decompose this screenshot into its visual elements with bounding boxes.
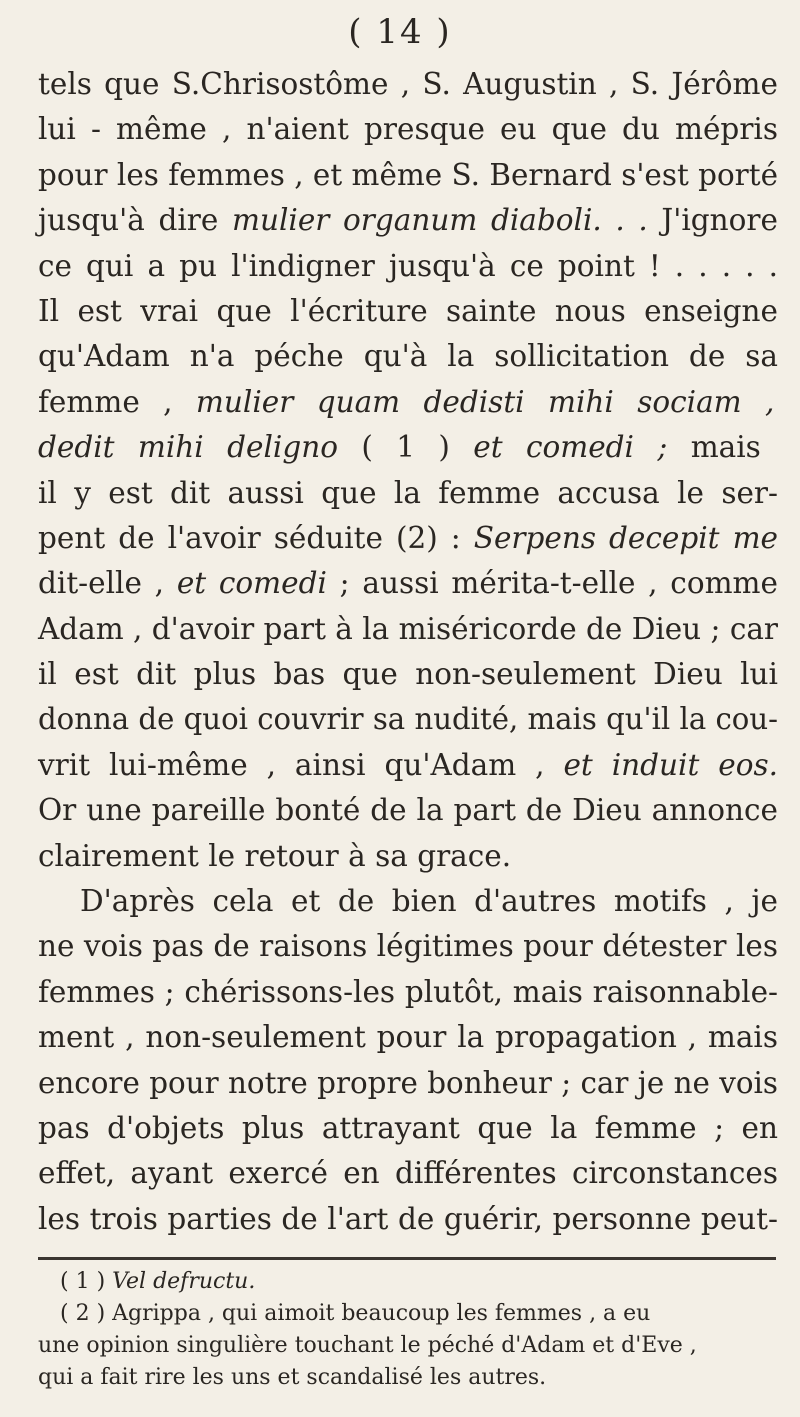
text-segment: vrit lui-même , ainsi qu'Adam ,	[38, 747, 564, 782]
text-segment: qu'Adam n'a péche qu'à la sollicitation de sa	[38, 339, 778, 374]
text-line	[38, 153, 778, 198]
latin-quote: mulier organum diaboli. . .	[232, 203, 648, 238]
text-segment: J'ignore	[647, 203, 778, 238]
text-line	[38, 198, 778, 243]
footnote-divider	[38, 1257, 776, 1260]
latin-quote: et induit eos.	[563, 747, 778, 782]
text-group	[38, 380, 774, 425]
text-segment: femme ,	[38, 384, 196, 419]
text-line	[38, 1151, 778, 1196]
text-segment: il y est dit aussi que la femme accusa le ser-	[38, 475, 778, 510]
footnotes	[38, 1266, 778, 1394]
text-line	[38, 1106, 778, 1151]
text-segment: ment , non-seulement pour la propagation , mais	[38, 1020, 778, 1055]
text-segment: les trois parties de l'art de guérir, personne peut-	[38, 1201, 778, 1236]
text-segment: ; aussi mérita-t-elle , comme	[326, 566, 778, 601]
text-segment: Il est vrai que l'écriture sainte nous enseigne	[38, 293, 778, 328]
latin-quote: et comedi	[176, 566, 327, 601]
footnote-text: Vel defructu.	[112, 1269, 256, 1294]
text-segment: tels que S.Chrisostôme , S. Augustin , S. Jérôme	[38, 67, 778, 101]
text-segment: femmes ; chérissons-les plutôt, mais raisonnable-	[38, 974, 778, 1009]
text-segment: pent de l'avoir séduite (2) :	[38, 520, 474, 555]
text-line	[38, 471, 778, 516]
text-group	[38, 425, 761, 470]
text-segment: ne vois pas de raisons légitimes pour détester les	[38, 929, 778, 964]
text-segment: Adam , d'avoir part à la miséricorde de Dieu ; car	[38, 611, 778, 646]
text-group	[38, 516, 778, 561]
text-line	[38, 1015, 778, 1060]
text-segment: pas d'objets plus attrayant que la femme ; en	[38, 1110, 778, 1145]
footnote-2-continuation: une opinion singulière touchant le péché d'Adam et d'Eve ,	[38, 1333, 697, 1358]
latin-quote: et comedi ;	[473, 430, 668, 465]
text-segment: Or une pareille bonté de la part de Dieu annonce	[38, 793, 778, 828]
text-line	[38, 516, 778, 561]
latin-quote: Serpens decepit me	[473, 520, 778, 555]
text-line	[38, 244, 778, 289]
text-line	[38, 380, 778, 425]
text-segment: lui - même , n'aient presque eu que du mépris	[38, 112, 778, 147]
footnote-2-continuation: qui a fait rire les uns et scandalisé les autres.	[38, 1365, 547, 1390]
latin-quote: mulier quam dedisti mihi sociam ,	[195, 384, 775, 419]
text-line	[38, 743, 778, 788]
text-segment: ce qui a pu l'indigner jusqu'à ce point ! . . . . .	[38, 248, 778, 283]
text-line	[38, 334, 778, 379]
text-segment: pour les femmes , et même S. Bernard s'est porté	[38, 157, 778, 192]
text-line	[38, 607, 778, 652]
text-line	[38, 652, 778, 697]
text-group	[38, 743, 778, 788]
text-line	[38, 1197, 778, 1242]
text-segment: clairement le retour à sa grace.	[38, 838, 512, 873]
text-line	[38, 107, 778, 152]
text-segment: D'après cela et de bien d'autres motifs , je	[80, 884, 778, 919]
footnote-2: ( 2 ) Agrippa , qui aimoit beaucoup les femmes , a eu	[60, 1301, 651, 1326]
text-segment: effet, ayant exercé en différentes circonstances	[38, 1156, 778, 1191]
text-segment: il est dit plus bas que non-seulement Dieu lui	[38, 657, 778, 692]
text-line	[38, 970, 778, 1015]
text-segment: mais	[667, 430, 761, 465]
text-line	[38, 62, 778, 107]
latin-quote: dedit mihi deligno	[38, 430, 338, 465]
text-segment: donna de quoi couvrir sa nudité, mais qu'il la cou-	[38, 702, 778, 737]
text-line	[38, 561, 778, 606]
text-segment: encore pour notre propre bonheur ; car je ne vois	[38, 1065, 778, 1100]
footnote-mark: ( 1 )	[60, 1269, 113, 1294]
text-line	[38, 924, 778, 969]
text-segment: dit-elle ,	[38, 566, 177, 601]
footnote-1	[60, 1266, 778, 1298]
text-line	[38, 788, 778, 833]
page-number: ( 14 )	[348, 12, 452, 52]
footnote-ref: ( 1 )	[337, 430, 474, 465]
text-line	[38, 289, 778, 334]
main-text	[38, 62, 778, 1242]
text-line	[38, 1061, 778, 1106]
text-segment: jusqu'à dire	[38, 203, 233, 238]
text-line	[38, 425, 778, 470]
text-group	[38, 198, 778, 243]
text-group	[38, 561, 778, 606]
text-line	[38, 879, 778, 924]
text-line	[38, 834, 778, 879]
text-line	[38, 697, 778, 742]
